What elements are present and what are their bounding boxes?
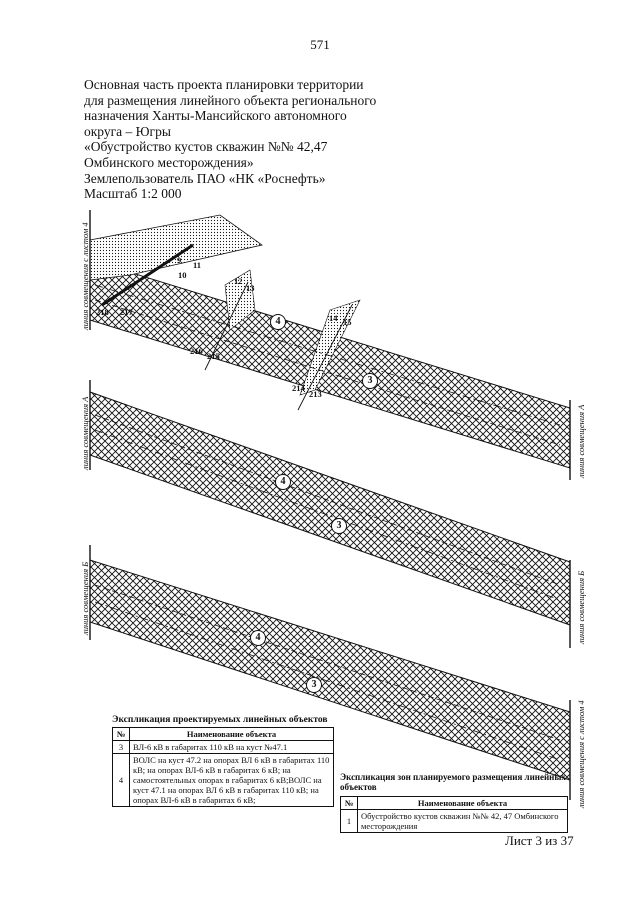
object-marker-4: 4 [250, 630, 266, 646]
table-row [113, 741, 334, 754]
row-num: 4 [113, 754, 130, 807]
sheet-label: Лист 3 из 37 [505, 833, 574, 848]
point-label: 213 [309, 389, 322, 399]
title-line: назначения Ханты-Мансийского автономного [84, 108, 347, 124]
object-marker-3: 3 [331, 518, 347, 534]
match-line-label-left-b: линия совмещения Б [80, 561, 90, 635]
match-line-label-b: линия совмещения Б [576, 570, 586, 644]
header-name: Наименование объекта [358, 797, 568, 810]
point-label: 15 [343, 317, 352, 327]
point-label: 13 [246, 283, 255, 293]
zones-table [340, 796, 568, 833]
point-label: 9 [177, 255, 182, 265]
point-label: 11 [193, 260, 202, 270]
title-line: Омбинского месторождения» [84, 154, 254, 170]
linear-objects-caption: Экспликация проектируемых линейных объектов [112, 715, 328, 725]
point-label: 216 [190, 346, 203, 356]
scale-label: Масштаб 1:2 000 [84, 186, 182, 202]
point-label: 215 [207, 351, 220, 361]
row-name: ВОЛС на куст 47.2 на опорах ВЛ 6 кВ в габаритах 110 кВ; на опорах ВЛ-6 кВ в габаритах 6 кВ; на самостоятельных опорах в габаритах 6 кВ;ВОЛС на куст 47.1 на опорах ВЛ 6 кВ в габаритах 110 кВ; на опорах ВЛ-6 кВ в габаритах 6 кВ; [130, 754, 334, 807]
linear-objects-table [112, 727, 334, 807]
table-row [113, 754, 334, 807]
table-header-row [113, 728, 334, 741]
object-marker-3: 3 [362, 373, 378, 389]
row-name: ВЛ-6 кВ в габаритах 110 кВ на куст №47.1 [130, 741, 334, 754]
zones-caption: Экспликация зон планируемого размещения линейных объектов [340, 772, 566, 792]
title-line: округа – Югры [84, 123, 171, 139]
table-row [341, 810, 568, 833]
table-header-row [341, 797, 568, 810]
match-line-label-a: линия совмещения А [576, 404, 586, 478]
match-line-label-left-a: линия совмещения А [80, 396, 90, 470]
match-line-label-left: линия совмещения с листом 4 [80, 222, 90, 330]
point-label: 217 [120, 307, 133, 317]
point-label: 214 [292, 383, 305, 393]
row-num: 1 [341, 810, 358, 833]
point-label: 14 [329, 313, 338, 323]
header-num: № [113, 728, 130, 741]
existing-corridor [90, 215, 262, 280]
header-num: № [341, 797, 358, 810]
page-number: 571 [310, 37, 330, 52]
title-line: для размещения линейного объекта регионального [84, 92, 377, 108]
title-line: «Обустройство кустов скважин №№ 42,47 [84, 139, 328, 155]
row-num: 3 [113, 741, 130, 754]
header-name: Наименование объекта [130, 728, 334, 741]
object-marker-3: 3 [306, 677, 322, 693]
match-line-label-sheet4: линия совмещения с листом 4 [576, 700, 586, 808]
row-name: Обустройство кустов скважин №№ 42, 47 Омбинского месторождения [358, 810, 568, 833]
object-marker-4: 4 [275, 474, 291, 490]
title-line: Землепользователь ПАО «НК «Роснефть» [84, 170, 326, 186]
object-marker-4: 4 [270, 314, 286, 330]
point-label: 12 [234, 276, 243, 286]
point-label: 10 [178, 270, 187, 280]
title-line: Основная часть проекта планировки территории [84, 77, 364, 92]
point-label: 218 [96, 307, 109, 317]
